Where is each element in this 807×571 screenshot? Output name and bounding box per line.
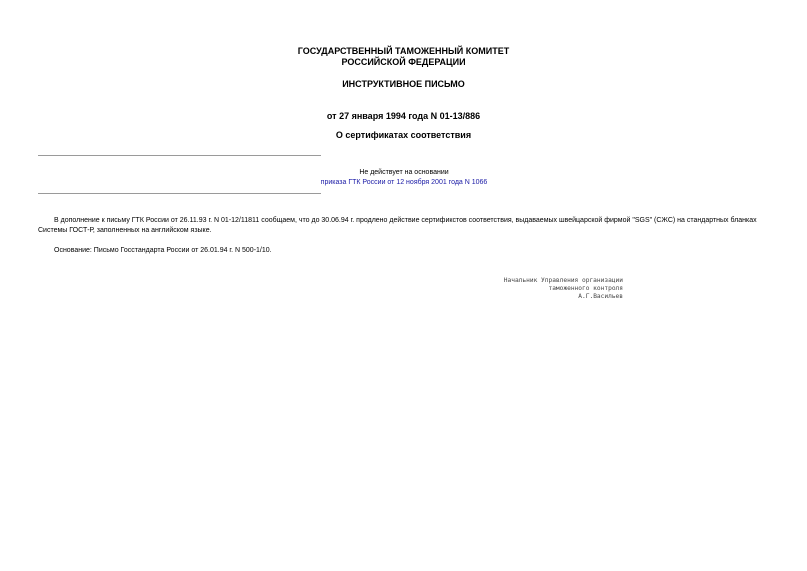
divider-top — [38, 155, 321, 156]
status-note: Не действует на основании — [359, 169, 449, 176]
document-date-number: от 27 января 1994 года N 01-13/886 — [326, 111, 481, 121]
document-subject: О сертификатах соответствия — [335, 130, 472, 140]
divider-bottom — [38, 193, 321, 194]
status-link-row — [316, 178, 492, 187]
signature-title-line1: Начальник Управления организации — [503, 277, 623, 284]
repeal-order-link[interactable]: приказа ГТК России от 12 ноября 2001 года N 1066 — [320, 179, 488, 186]
document-type: ИНСТРУКТИВНОЕ ПИСЬМО — [342, 79, 465, 89]
header-agency-line1: ГОСУДАРСТВЕННЫЙ ТАМОЖЕННЫЙ КОМИТЕТ — [297, 46, 510, 56]
body-paragraph-2: Основание: Письмо Госстандарта России от 26.01.94 г. N 500-1/10. — [54, 247, 272, 254]
body-paragraph-1: В дополнение к письму ГТК России от 26.11.93 г. N 01-12/11811 сообщаем, что до 30.06.94 г. продлено действие сертификстов соответствия, выдаваемых швейцарской фирмой "SGS" (СЖС) на стандартных бланках Системы ГОСТ-Р, заполненных на английском языке. — [38, 217, 757, 234]
header-agency-line2: РОССИЙСКОЙ ФЕДЕРАЦИИ — [341, 57, 466, 67]
signature-name: А.Г.Васильев — [578, 293, 623, 300]
signature-title-line2: таможенного контроля — [548, 285, 623, 292]
